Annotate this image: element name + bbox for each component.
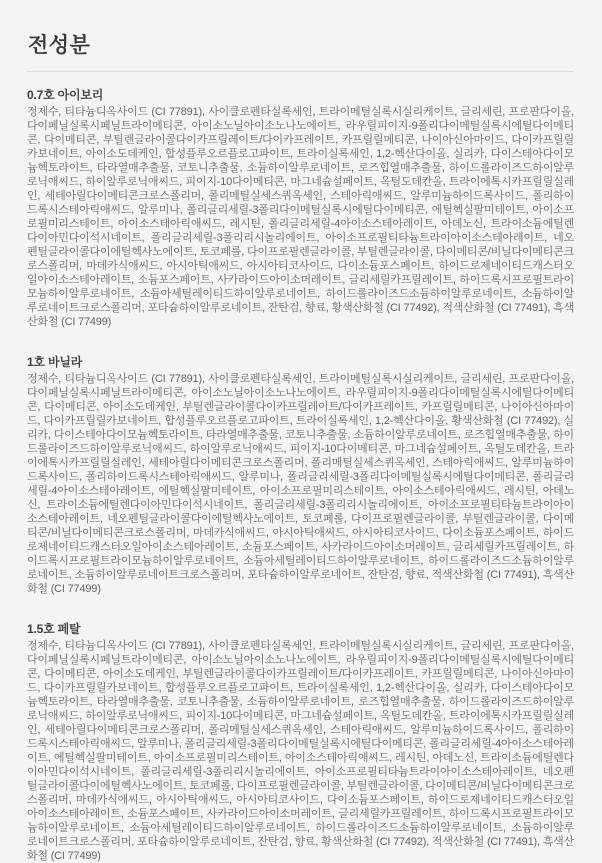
ingredients-text-vanilla: 정제수, 티타늄디옥사이드 (CI 77891), 사이클로펜타실록세인, 트라이메틸실록시실리케이트, 글리세린, 프로판다이올, 다이페닐실록시페닐트라이메티콘, 아이소노닐아이소노나노에이트, 라우릴피이지-9폴리다이메틸실록시에틸다이메티콘, 다이메티콘, 아이소도데케인, 부틸렌글라이콜다이카프릴레이트/다이카프레이트, 카프릴릴메티콘, 나이아신아마이드, 다이카프릴릴카보네이트, 합성플루오르플로고파이트, 트라이실록세인, 1,2-헥산다이올, 황색산화철 (CI 77492), 실리카, 다이스테아다이모늄헥토라이트, 타라열매추출물, 코토니추출물, 소듐하이알루로네이트, 로즈힙열매추출물, 하이드롤라이즈드하이알루로닉애씨드, 하이알루로닉애씨드, 피이지-10다이메티콘, 마그네슘설페이트, 옥틸도데칸올, 트라이에톡시카프릴릴실레인, 세테아릴다이메티콘크로스폴리머, 폴리메틸실세스퀴옥세인, 스테아릭애씨드, 알루미늄하이드록사이드, 폴리하이드록시스테아릭애씨드, 알루미나, 폴리글리세릴-3폴리다이메틸실록시에틸다이메티콘, 폴리글리세릴-4아이소스테아레이트, 에틸헥실팔미테이트, 아이소프로필미리스테이트, 아이소스테아릭애씨드, 레시틴, 아데노신, 트라이소듐에틸렌다이아민다이석시네이트, 폴리글리세릴-3폴리리시놀리에이트, 아이소프로필티타늄트라이아이소스테아레이트, 네오펜틸글라이콜다이에틸헥사노에이트, 토코페롤, 다이프로필렌글라이콜, 부틸렌글라이콜, 다이메티콘/비닐다이메티콘크로스폴리머, 마데카식애씨드, 아시아틱애씨드, 아시아티코사이드, 다이소듐포스페이트, 하이드로제네이티드캐스터오일아이소스테아레이트, 소듐포스페이트, 사카라이드아이소머레이트, 글리세릴카프릴레이트, 하이드록시프로필트라이모늄하이알루로네이트, 소듐아세틸레이티드하이알루로네이트, 하이드롤라이즈드소듐하이알루로네이트, 소듐하이알루로네이트크로스폴리머, 포타슘하이알루로네이트, 잔탄검, 향료, 적색산화철 (CI 77491), 흑색산화철 (CI 77499) bbox=[27, 373, 574, 595]
ingredients-text-ivory: 정제수, 티타늄디옥사이드 (CI 77891), 사이클로펜타실록세인, 트라이메틸실록시실리케이트, 글리세린, 프로판다이올, 다이페닐실록시페닐트라이메티콘, 아이소노닐아이소노나노에이트, 라우릴피이지-9폴리다이메틸실록시에틸다이메티콘, 다이메티콘, 부틸렌글라이콜다이카프릴레이트/다이카프레이트, 카프릴릴메티콘, 나이아신아마이드, 다이카프릴릴카보네이트, 아이소도데케인, 합성플루오르플로고파이트, 트라이실록세인, 1,2-헥산다이올, 실리카, 다이스테아다이모늄헥토라이트, 타라열매추출물, 코토니추출물, 소듐하이알루로네이트, 로즈힙열매추출물, 하이드롤라이즈드하이알루로닉애씨드, 하이알루로닉애씨드, 피이지-10다이메티콘, 마그네슘설페이트, 옥틸도데칸올, 트라이에톡시카프릴릴실레인, 세테아릴다이메티콘크로스폴리머, 폴리메틸실세스퀴옥세인, 스테아릭애씨드, 알루미늄하이드록사이드, 폴리하이드록시스테아릭애씨드, 알루미나, 폴리글리세릴-3폴리다이메틸실록시에틸다이메티콘, 에틸헥실팔미테이트, 아이소프로필미리스테이트, 아이소스테아릭애씨드, 레시틴, 폴리글리세릴-4아이소스테아레이트, 아데노신, 트라이소듐에틸렌다이아민다이석시네이트, 폴리글리세릴-3폴리리시놀리에이트, 아이소프로필티타늄트라이아이소스테아레이트, 네오펜틸글라이콜다이에틸헥사노에이트, 토코페롤, 다이프로필렌글라이콜, 부틸렌글라이콜, 다이메티콘/비닐다이메티콘크로스폴리머, 마데카식애씨드, 아시아틱애씨드, 아시아티코사이드, 다이소듐포스페이트, 하이드로제네이티드캐스터오일아이소스테아레이트, 소듐포스페이트, 사카라이드아이소머레이트, 글리세릴카프릴레이트, 하이드록시프로필트라이모늄하이알루로네이트, 소듐아세틸레이티드하이알루로네이트, 하이드롤라이즈드소듐하이알루로네이트, 소듐하이알루로네이트크로스폴리머, 포타슘하이알루로네이트, 잔탄검, 향료, 황색산화철 (CI 77492), 적색산화철 (CI 77491), 흑색산화철 (CI 77499) bbox=[27, 106, 575, 328]
title-divider bbox=[27, 71, 574, 72]
page-title: 전성분 bbox=[28, 34, 91, 57]
ingredients-text-petal: 정제수, 티타늄디옥사이드 (CI 77891), 사이클로펜타실록세인, 트라이메틸실록시실리케이트, 글리세린, 프로판다이올, 다이페닐실록시페닐트라이메티콘, 아이소노닐아이소노나노에이트, 라우릴피이지-9폴리다이메틸실록시에틸다이메티콘, 다이메티콘, 아이소도데케인, 부틸렌글라이콜다이카프릴레이트/다이카프레이트, 카프릴릴메티콘, 나이아신아마이드, 다이카프릴릴카보네이트, 합성플루오르플로고파이트, 트라이실록세인, 1,2-헥산다이올, 실리카, 다이스테아다이모늄헥토라이트, 타라열매추출물, 코토니추출물, 소듐하이알루로네이트, 로즈힙열매추출물, 하이드롤라이즈드하이알루로닉애씨드, 하이알루로닉애씨드, 피이지-10다이메티콘, 마그네슘설페이트, 옥틸도데칸올, 트라이에톡시카프릴릴실레인, 세테아릴다이메티콘크로스폴리머, 폴리메틸실세스퀴옥세인, 스테아릭애씨드, 알루미늄하이드록사이드, 폴리하이드록시스테아릭애씨드, 알루미나, 폴리글리세릴-3폴리다이메틸실록시에틸다이메티콘, 폴리글리세릴-4아이소스테아레이트, 에틸헥실팔미테이트, 아이소프로필미리스테이트, 아이소스테아릭애씨드, 레시틴, 아데노신, 트라이소듐에틸렌다이아민다이석시네이트, 폴리글리세릴-3폴리리시놀리에이트, 아이소프로필티타늄트라이아이소스테아레이트, 네오펜틸글라이콜다이에틸헥사노에이트, 토코페롤, 다이프로필렌글라이콜, 부틸렌글라이콜, 다이메티콘/비닐다이메티콘크로스폴리머, 마데카식애씨드, 아시아틱애씨드, 아시아티코사이드, 다이소듐포스페이트, 하이드로제네이티드캐스터오일아이소스테아레이트, 소듐포스페이트, 사카라이드아이소머레이트, 글리세릴카프릴레이트, 하이드록시프로필트라이모늄하이알루로네이트, 소듐아세틸레이티드하이알루로네이트, 하이드롤라이즈드소듐하이알루로네이트, 소듐하이알루로네이트크로스폴리머, 포타슘하이알루로네이트, 잔탄검, 향료, 황색산화철 (CI 77492), 적색산화철 (CI 77491), 흑색산화철 (CI 77499) bbox=[27, 640, 575, 862]
section-vanilla bbox=[27, 355, 574, 596]
section-ivory bbox=[27, 88, 574, 329]
shade-label-ivory: 0.7호 아이보리 bbox=[27, 88, 104, 102]
shade-label-vanilla: 1호 바닐라 bbox=[27, 355, 83, 369]
shade-label-petal: 1.5호 페탈 bbox=[27, 622, 81, 636]
section-petal bbox=[27, 622, 574, 863]
